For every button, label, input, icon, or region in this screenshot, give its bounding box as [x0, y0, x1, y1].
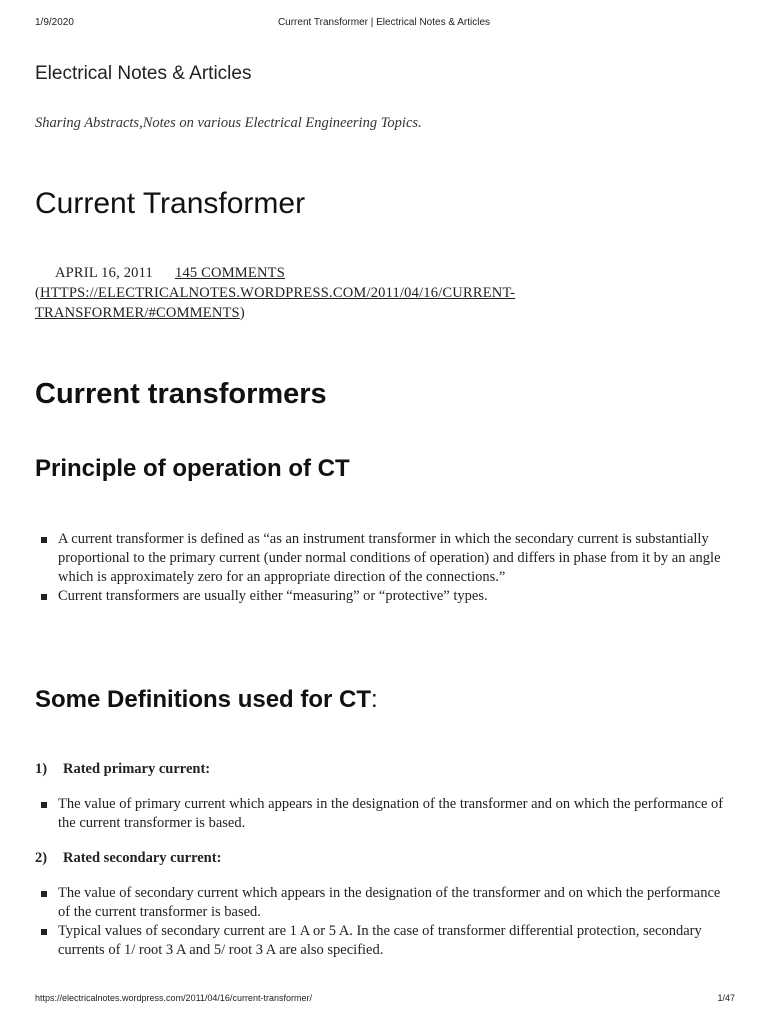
print-doc-title: Current Transformer | Electrical Notes & Articles	[277, 17, 491, 28]
post-meta: APRIL 16, 2011 145 COMMENTS (HTTPS://ELECTRICALNOTES.WORDPRESS.COM/2011/04/16/CURRENT- TRANSFORMER/#COMMENTS)	[35, 265, 516, 321]
site-title-link[interactable]: Electrical Notes & Articles	[35, 63, 252, 84]
list-item: A current transformer is defined as “as an instrument transformer in which the secondary current is substantially proportional to the primary current (under normal conditions of operation) and differs in phase from it by an angle which is approximately zero for an appropriate direction of the connections.”	[35, 530, 735, 587]
definition-2-number: 2)	[35, 850, 48, 866]
list-item: The value of primary current which appears in the designation of the transformer and on which the performance of the current transformer is based.	[35, 795, 735, 833]
print-footer	[0, 993, 768, 1007]
definition-1-title: Rated primary current:	[63, 761, 211, 777]
print-page-number: 1/47	[717, 993, 735, 1003]
definition-2-title: Rated secondary current:	[63, 850, 222, 866]
definitions-heading-colon: :	[371, 686, 378, 713]
print-date: 1/9/2020	[35, 17, 74, 28]
site-tagline: Sharing Abstracts,Notes on various Electrical Engineering Topics.	[35, 115, 422, 131]
list-item: Current transformers are usually either “measuring” or “protective” types.	[35, 587, 735, 606]
definition-2-bullet-list	[35, 884, 735, 960]
definition-1-heading	[35, 761, 210, 778]
definition-1-number: 1)	[35, 761, 48, 777]
comments-url-link-line2[interactable]: TRANSFORMER/#COMMENTS	[35, 305, 240, 321]
section-heading-definitions	[35, 686, 378, 714]
principle-bullet-list	[35, 530, 735, 606]
list-item: The value of secondary current which appears in the designation of the transformer and on which the performance of the current transformer is based.	[35, 884, 735, 922]
definitions-heading-text: Some Definitions used for CT	[35, 686, 372, 713]
section-heading-current-transformers: Current transformers	[35, 378, 327, 410]
comments-url-link-line1[interactable]: HTTPS://ELECTRICALNOTES.WORDPRESS.COM/2011/04/16/CURRENT-	[40, 285, 516, 301]
print-footer-url: https://electricalnotes.wordpress.com/2011/04/16/current-transformer/	[35, 993, 312, 1003]
list-item: Typical values of secondary current are 1 A or 5 A. In the case of transformer differential protection, secondary currents of 1/ root 3 A and 5/ root 3 A are also specified.	[35, 922, 735, 960]
post-date: APRIL 16, 2011	[55, 265, 153, 281]
definition-2-heading	[35, 850, 221, 867]
print-header	[0, 17, 768, 31]
definition-1-bullet-list	[35, 795, 735, 833]
section-heading-principle: Principle of operation of CT	[35, 455, 350, 482]
post-title: Current Transformer	[35, 187, 306, 220]
comments-link[interactable]: 145 COMMENTS	[175, 265, 285, 281]
